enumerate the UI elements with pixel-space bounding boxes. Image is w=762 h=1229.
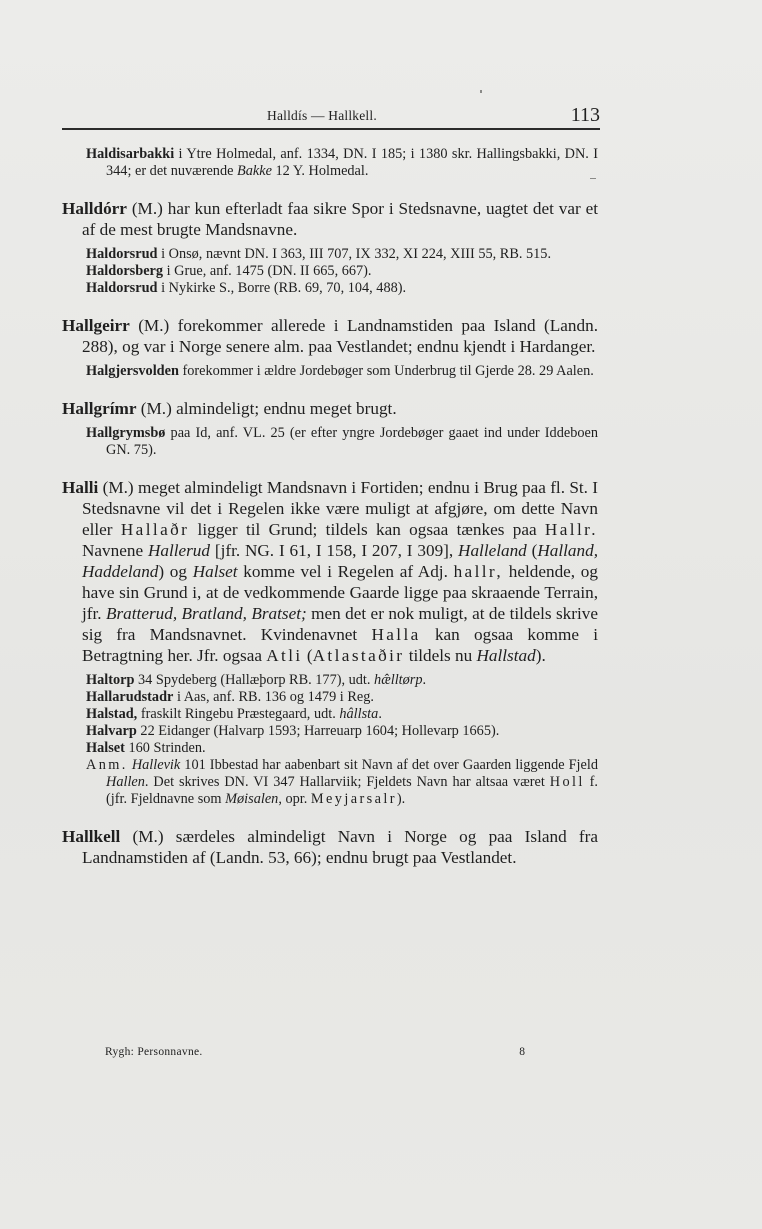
entry-term: Haldorsberg (86, 263, 164, 279)
entry-haldorsberg: Haldorsberg i Grue, anf. 1475 (DN. II 665, 667). (86, 263, 372, 279)
entry-haldorsrud-nykirke: Haldorsrud i Nykirke S., Borre (RB. 69, 70, 104, 488). (86, 280, 407, 296)
entry-hallgeirr: Hallgeirr (M.) forekommer allerede i Landnamstiden paa Island (Landn. 288), og var i Norge senere alm. paa Vestlandet; endnu kjendt i Hardanger. (62, 316, 598, 356)
dictionary-content (62, 146, 598, 868)
running-head: Halldís — Hallkell. (267, 108, 377, 123)
entry-term: Halset (86, 740, 125, 756)
entry-halstad: Halstad, fraskilt Ringebu Præstegaard, udt. hâllsta. (86, 706, 382, 722)
anm-label: Anm. (86, 757, 128, 773)
signature-line: Rygh: Personnavne. (105, 1046, 203, 1058)
paper-speck (480, 90, 482, 93)
page-footer (105, 1046, 525, 1062)
entry-hallgrimr: Hallgrímr (M.) almindeligt; endnu meget brugt. (62, 399, 397, 418)
entry-term: Hallgeirr (62, 316, 130, 335)
entry-term: Hallgrímr (62, 399, 137, 418)
entry-term: Hallarudstadr (86, 689, 174, 705)
entry-term: Hallkell (62, 827, 121, 846)
entry-halli: Halli (M.) meget almindeligt Mandsnavn i Fortiden; endnu i Brug paa fl. St. I Stedsnavne vil det i Regelen ikke være muligt at afgjøre, om dette Navn eller Hallaðr ligger til Grund; tildels kan ogsaa tænkes paa Hallr. Navnene Hallerud [jfr. NG. I 61, I 158, I 207, I 309], Halleland (Halland, Haddeland) og Halset komme vel i Regelen af Adj. hallr, heldende, og have sin Grund i, at de vedkommende Gaarde ligge paa skraaende Terrain, jfr. Bratterud, Bratland, Bratset; men det er nok muligt, at de tildels skrive sig fra Mandsnavnet. Kvindenavnet Halla kan ogsaa komme i Betragtning her. Jfr. ogsaa Atli (Atlastaðir tildels nu Hallstad). (62, 478, 598, 665)
entry-halset: Halset 160 Strinden. (86, 740, 206, 756)
entry-term: Haldorsrud (86, 246, 158, 262)
entry-term: Halli (62, 478, 99, 497)
entry-term: Haltorp (86, 672, 135, 688)
paper-speck (590, 178, 596, 179)
page-number: 113 (570, 104, 600, 126)
page-header (62, 104, 602, 128)
entry-haldisarbakki: Haldisarbakki i Ytre Holmedal, anf. 1334, DN. I 185; i 1380 skr. Hallingsbakki, DN. I 344; er det nuværende Bakke 12 Y. Holmedal. (86, 146, 598, 179)
header-rule (62, 128, 600, 130)
entry-halgjersvolden: Halgjersvolden forekommer i ældre Jordebøger som Underbrug til Gjerde 28. 29 Aalen. (86, 363, 594, 379)
entry-term: Halldórr (62, 199, 127, 218)
entry-haldorsrud-onso: Haldorsrud i Onsø, nævnt DN. I 363, III 707, IX 332, XI 224, XIII 55, RB. 515. (86, 246, 552, 262)
entry-hallgrymsbo: Hallgrymsbø paa Id, anf. VL. 25 (er efter yngre Jordebøger gaaet ind under Iddeboen GN. 75). (86, 425, 598, 458)
entry-halldorr: Halldórr (M.) har kun efterladt faa sikre Spor i Stedsnavne, uagtet det var et af de mest brugte Mandsnavne. (62, 199, 598, 239)
entry-anmerkning: Anm. Hallevik 101 Ibbestad har aabenbart sit Navn af det over Gaarden liggende Fjeld Hallen. Det skrives DN. VI 347 Hallarviik; Fjeldets Navn har altsaa været Holl f. (jfr. Fjeldnavne som Møisalen, opr. Meyjarsalr). (86, 757, 598, 807)
signature-number: 8 (519, 1046, 525, 1058)
entry-hallarudstadr: Hallarudstadr i Aas, anf. RB. 136 og 1479 i Reg. (86, 689, 374, 705)
entry-halvarp: Halvarp 22 Eidanger (Halvarp 1593; Harreuarp 1604; Hollevarp 1665). (86, 723, 500, 739)
entry-term: Haldorsrud (86, 280, 158, 296)
entry-term: Halgjersvolden (86, 363, 179, 379)
entry-hallkell: Hallkell (M.) særdeles almindeligt Navn i Norge og paa Island fra Landnamstiden af (Landn. 53, 66); endnu brugt paa Vestlandet. (62, 827, 598, 867)
entry-term: Haldisarbakki (86, 146, 175, 162)
entry-haltorp: Haltorp 34 Spydeberg (Hallæþorp RB. 177), udt. hæ̂lltørp. (86, 672, 427, 688)
entry-term: Halstad, (86, 706, 138, 722)
entry-term: Hallgrymsbø (86, 425, 166, 441)
entry-term: Halvarp (86, 723, 137, 739)
